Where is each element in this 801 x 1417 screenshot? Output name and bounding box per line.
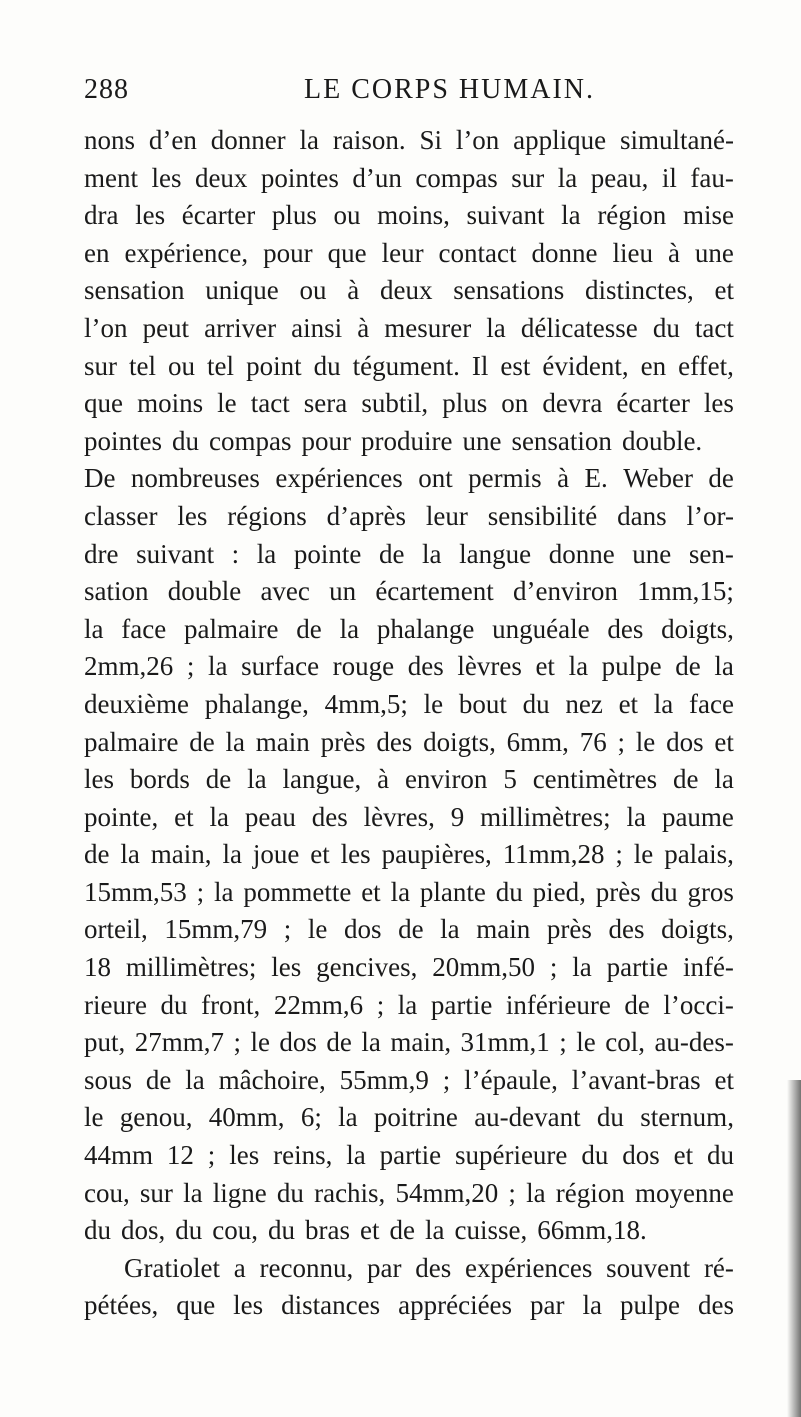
text-line: 15mm,53 ; la pommette et la plante du pied, près du gros: [84, 876, 734, 907]
text-line: sur tel ou tel point du tégument. Il est évident, en effet,: [84, 350, 734, 381]
text-line: le genou, 40mm, 6; la poitrine au-devant du sternum,: [84, 1102, 734, 1133]
text-line: de la main, la joue et les paupières, 11mm,28 ; le palais,: [84, 839, 734, 870]
text-line: classer les régions d’après leur sensibilité dans l’or-: [84, 500, 734, 531]
page-header: [84, 74, 754, 114]
text-line: 18 millimètres; les gencives, 20mm,50 ; la partie infé-: [84, 952, 734, 983]
text-line: ment les deux pointes d’un compas sur la peau, il fau-: [84, 162, 734, 193]
text-line: deuxième phalange, 4mm,5; le bout du nez et la face: [84, 688, 734, 719]
text-line: orteil, 15mm,79 ; le dos de la main près des doigts,: [84, 914, 734, 945]
body-text: [84, 122, 734, 1325]
text-line: pointe, et la peau des lèvres, 9 millimètres; la paume: [84, 801, 734, 832]
text-line: que moins le tact sera subtil, plus on devra écarter les: [84, 388, 734, 419]
text-line: 2mm,26 ; la surface rouge des lèvres et la pulpe de la: [84, 651, 734, 682]
text-line: la face palmaire de la phalange unguéale des doigts,: [84, 613, 734, 644]
text-line: les bords de la langue, à environ 5 centimètres de la: [84, 764, 734, 795]
text-line: l’on peut arriver ainsi à mesurer la délicatesse du tact: [84, 312, 734, 343]
page-edge-shadow: [787, 1080, 801, 1417]
text-line: pointes du compas pour produire une sensation double.: [84, 425, 703, 456]
text-line: sous de la mâchoire, 55mm,9 ; l’épaule, l’avant-bras et: [84, 1064, 734, 1095]
text-line: rieure du front, 22mm,6 ; la partie inférieure de l’occi-: [84, 989, 734, 1020]
text-line: du dos, du cou, du bras et de la cuisse, 66mm,18.: [84, 1215, 647, 1246]
text-line: en expérience, pour que leur contact donne lieu à une: [84, 237, 734, 268]
text-line: put, 27mm,7 ; le dos de la main, 31mm,1 ; le col, au-des-: [84, 1027, 734, 1058]
text-line: palmaire de la main près des doigts, 6mm, 76 ; le dos et: [84, 726, 734, 757]
text-line: sensation unique ou à deux sensations distinctes, et: [84, 275, 734, 306]
text-line: nons d’en donner la raison. Si l’on applique simultané-: [84, 125, 734, 155]
text-line: pétées, que les distances appréciées par la pulpe des: [84, 1290, 734, 1321]
text-line: cou, sur la ligne du rachis, 54mm,20 ; la région moyenne: [84, 1177, 734, 1208]
text-line: De nombreuses expériences ont permis à E. Weber de: [84, 463, 734, 494]
page-number: 288: [84, 74, 129, 105]
text-line: dra les écarter plus ou moins, suivant la région mise: [84, 200, 734, 231]
text-line: 44mm 12 ; les reins, la partie supérieure du dos et du: [84, 1140, 734, 1171]
running-title: LE CORPS HUMAIN.: [304, 74, 596, 105]
text-line: sation double avec un écartement d’environ 1mm,15;: [84, 576, 734, 607]
text-line: Gratiolet a reconnu, par des expériences souvent ré-: [124, 1252, 734, 1283]
text-line: dre suivant : la pointe de la langue donne une sen-: [84, 538, 734, 569]
